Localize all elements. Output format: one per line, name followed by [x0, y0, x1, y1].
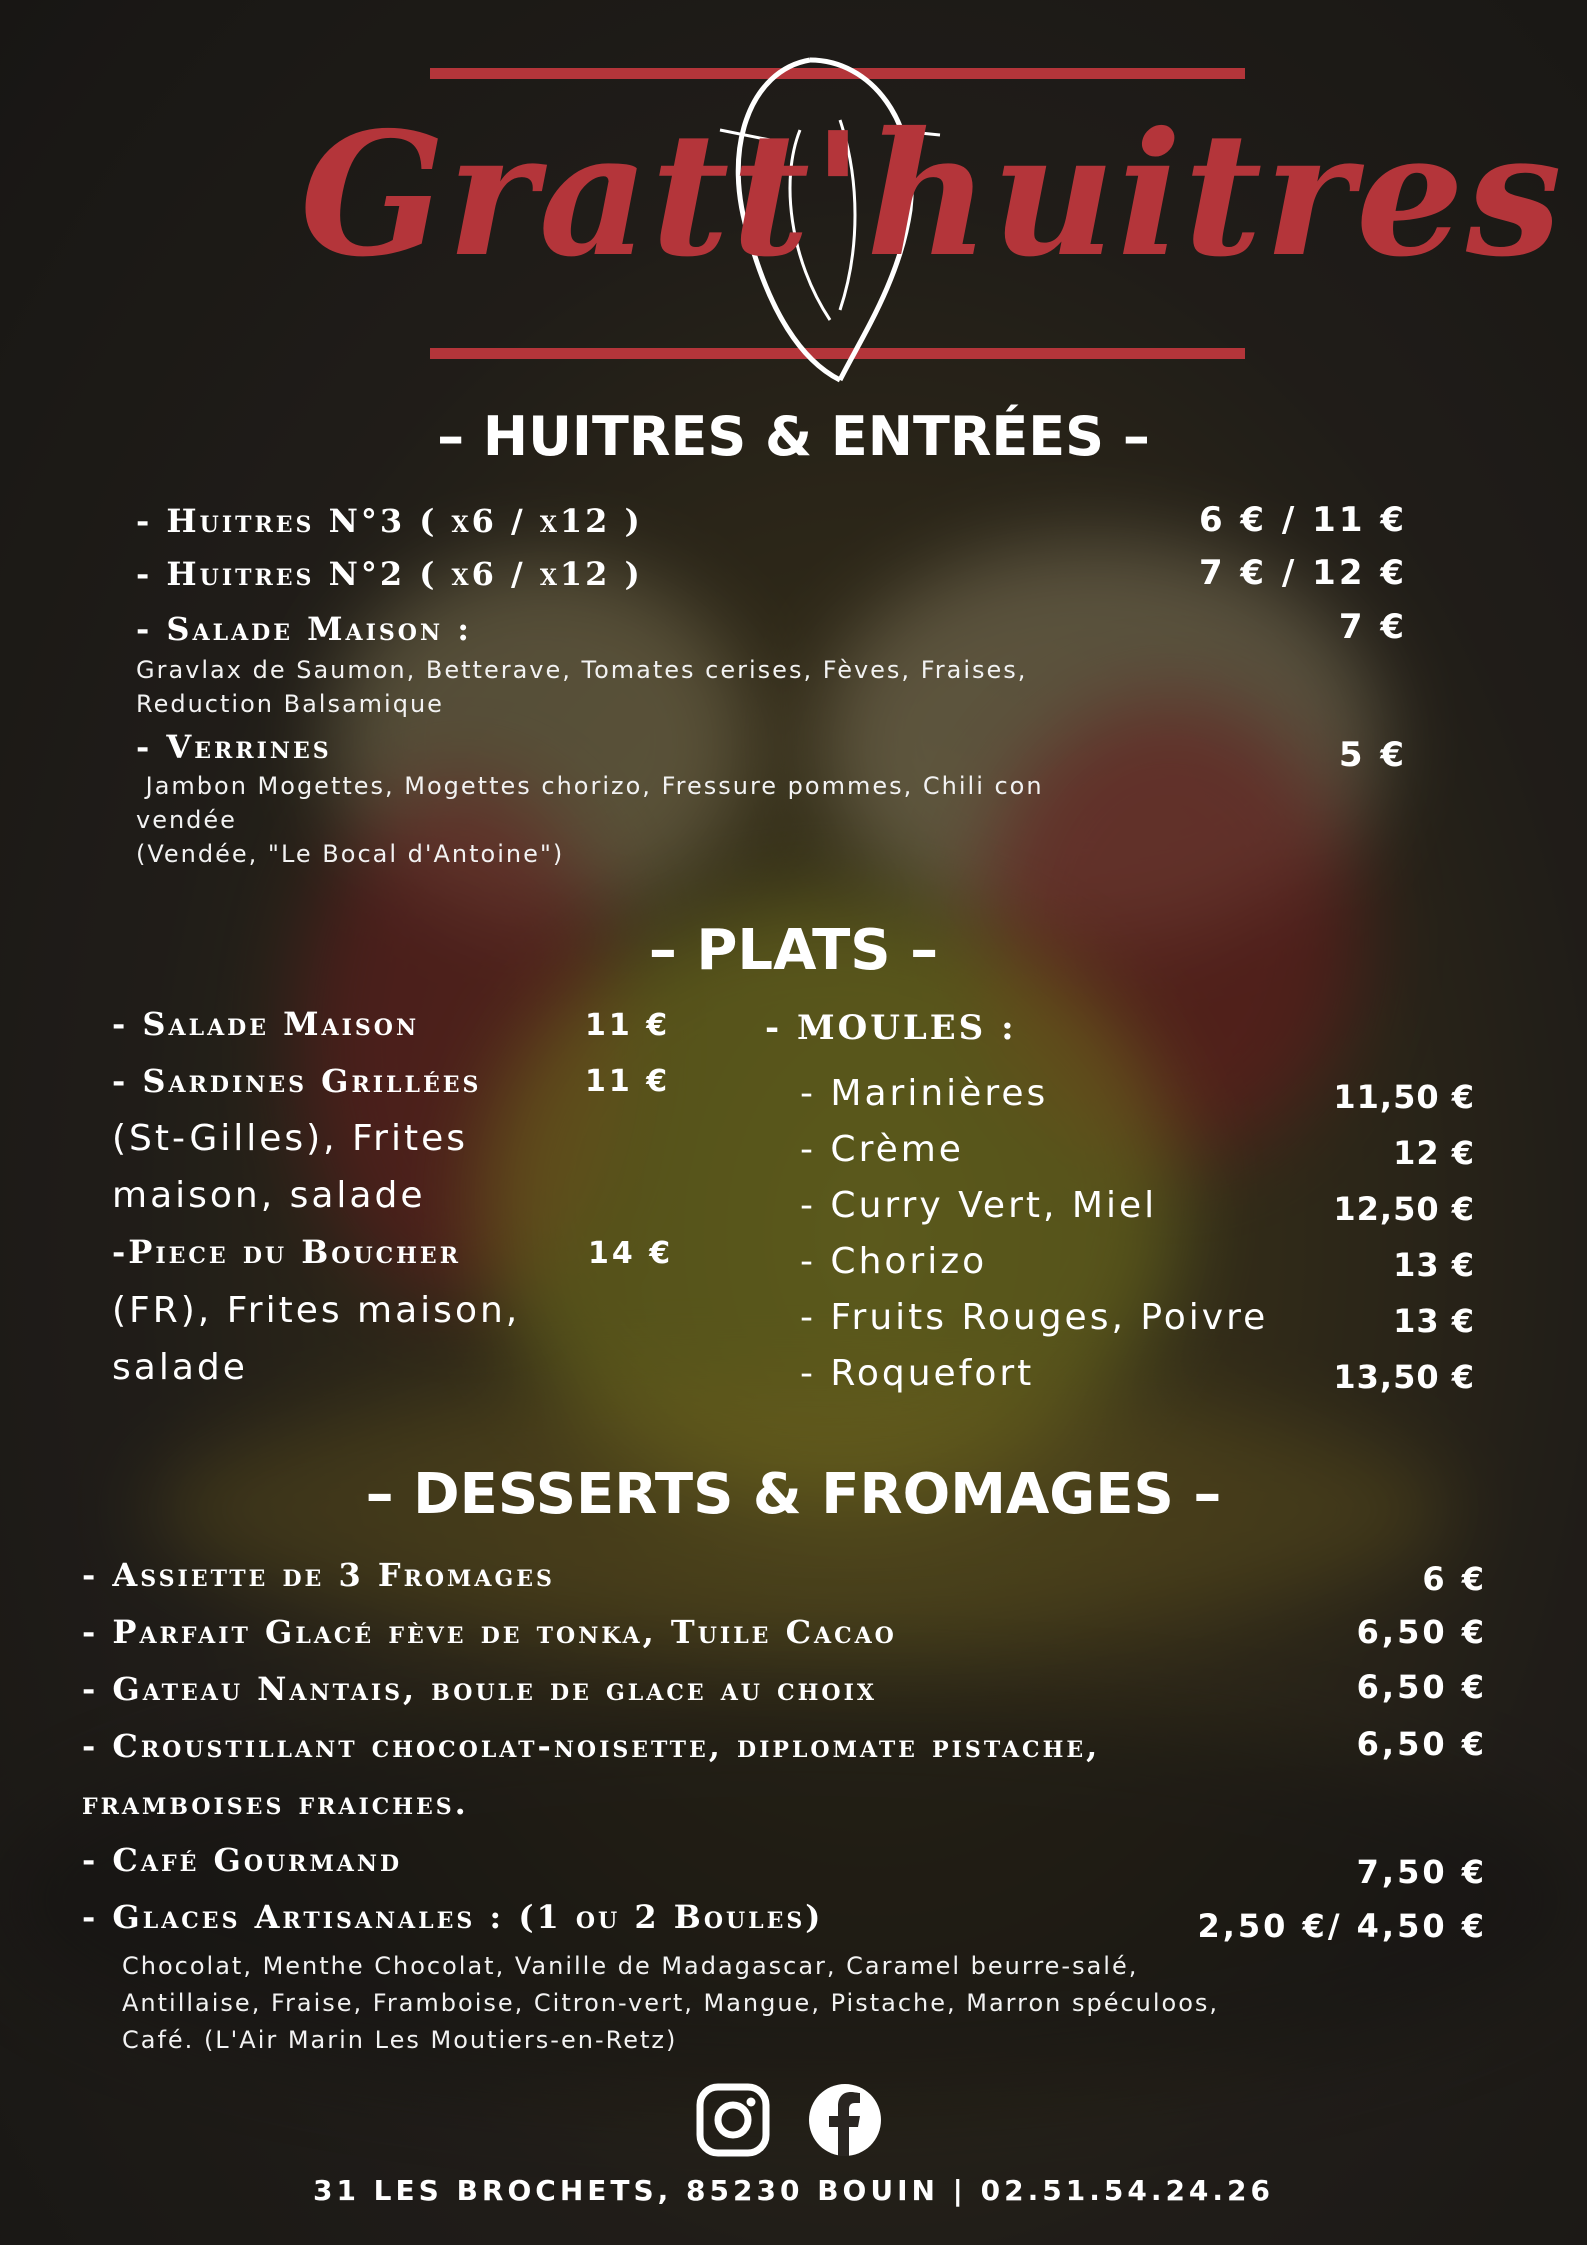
menu-item-price: 11 €	[585, 1008, 671, 1043]
menu-item-price: 6,50 €	[1356, 1613, 1487, 1651]
menu-item-description: (FR), Frites maison,	[112, 1290, 521, 1331]
facebook-icon[interactable]	[808, 2083, 882, 2157]
moules-item-price: 13 €	[1393, 1302, 1475, 1340]
moules-title: - MOULES :	[765, 1008, 1017, 1048]
section-title-desserts: – DESSERTS & FROMAGES –	[365, 1462, 1222, 1527]
menu-item-price: 7,50 €	[1356, 1853, 1487, 1891]
moules-item-name: - Marinières	[800, 1073, 1049, 1114]
moules-item-price: 12 €	[1393, 1134, 1475, 1172]
moules-item-price: 13 €	[1393, 1246, 1475, 1284]
menu-item-description: Antillaise, Fraise, Framboise, Citron-vert, Mangue, Pistache, Marron spéculoos,	[122, 1989, 1220, 2017]
menu-item-name: - Sardines Grillées	[112, 1062, 482, 1100]
menu-item-name: - Parfait Glacé fève de tonka, Tuile Cacao	[82, 1613, 897, 1651]
menu-item-description: vendée	[136, 806, 237, 834]
menu-item-price: 6 €	[1422, 1560, 1487, 1598]
menu-item-name: - Croustillant chocolat-noisette, diplomate pistache,	[82, 1727, 1101, 1765]
menu-item-price: 6 € / 11 €	[1198, 500, 1407, 540]
menu-item-price: 6,50 €	[1356, 1725, 1487, 1763]
menu-item-name: - Verrines	[136, 728, 332, 766]
menu-item-description: maison, salade	[112, 1175, 426, 1216]
brand-logo-text: Gratt'huitres	[300, 95, 1564, 295]
menu-item-name: - Salade Maison	[112, 1005, 420, 1043]
moules-item-name: - Chorizo	[800, 1241, 988, 1282]
menu-item-description: (St-Gilles), Frites	[112, 1118, 468, 1159]
moules-item-price: 11,50 €	[1333, 1078, 1475, 1116]
menu-item-price: 7 € / 12 €	[1198, 553, 1407, 593]
menu-item-price: 11 €	[585, 1064, 671, 1099]
menu-item-description: salade	[112, 1347, 248, 1388]
moules-item-name: - Fruits Rouges, Poivre	[800, 1297, 1269, 1338]
moules-item-name: - Roquefort	[800, 1353, 1035, 1394]
menu-item-name: - Glaces Artisanales : (1 ou 2 Boules)	[82, 1898, 824, 1936]
menu-item-name: - Gateau Nantais, boule de glace au choix	[82, 1670, 877, 1708]
menu-item-price: 2,50 €/ 4,50 €	[1197, 1907, 1487, 1945]
menu-item-name: - Café Gourmand	[82, 1841, 403, 1879]
menu-item-description: Chocolat, Menthe Chocolat, Vanille de Madagascar, Caramel beurre-salé,	[122, 1952, 1139, 1980]
menu-item-name: -Piece du Boucher	[112, 1233, 461, 1271]
moules-item-name: - Crème	[800, 1129, 964, 1170]
menu-item-description: Gravlax de Saumon, Betterave, Tomates cerises, Fèves, Fraises,	[136, 656, 1028, 684]
menu-item-name: - Huitres N°2 ( x6 / x12 )	[136, 555, 643, 593]
moules-item-price: 12,50 €	[1333, 1190, 1475, 1228]
section-title-plats: – PLATS –	[648, 918, 939, 983]
menu-item-price: 14 €	[588, 1236, 674, 1271]
moules-item-name: - Curry Vert, Miel	[800, 1185, 1158, 1226]
menu-item-description: (Vendée, "Le Bocal d'Antoine")	[136, 840, 565, 868]
menu-item-price: 6,50 €	[1356, 1668, 1487, 1706]
menu-item-price: 7 €	[1338, 607, 1407, 647]
menu-item-name: - Huitres N°3 ( x6 / x12 )	[136, 502, 643, 540]
section-title-entrees: – HUITRES & ENTRÉES –	[437, 405, 1150, 468]
menu-item-name-continued: framboises fraiches.	[82, 1784, 469, 1822]
menu-item-name: - Salade Maison :	[136, 610, 473, 648]
menu-item-description: Café. (L'Air Marin Les Moutiers-en-Retz)	[122, 2026, 678, 2054]
footer-address: 31 LES BROCHETS, 85230 BOUIN | 02.51.54.24.26	[312, 2174, 1275, 2207]
menu-item-price: 5 €	[1338, 735, 1407, 775]
moules-item-price: 13,50 €	[1333, 1358, 1475, 1396]
menu-item-name: - Assiette de 3 Fromages	[82, 1556, 555, 1594]
menu-item-description: Reduction Balsamique	[136, 690, 444, 718]
instagram-icon[interactable]	[696, 2083, 770, 2157]
menu-item-description: Jambon Mogettes, Mogettes chorizo, Fressure pommes, Chili con	[136, 772, 1044, 800]
